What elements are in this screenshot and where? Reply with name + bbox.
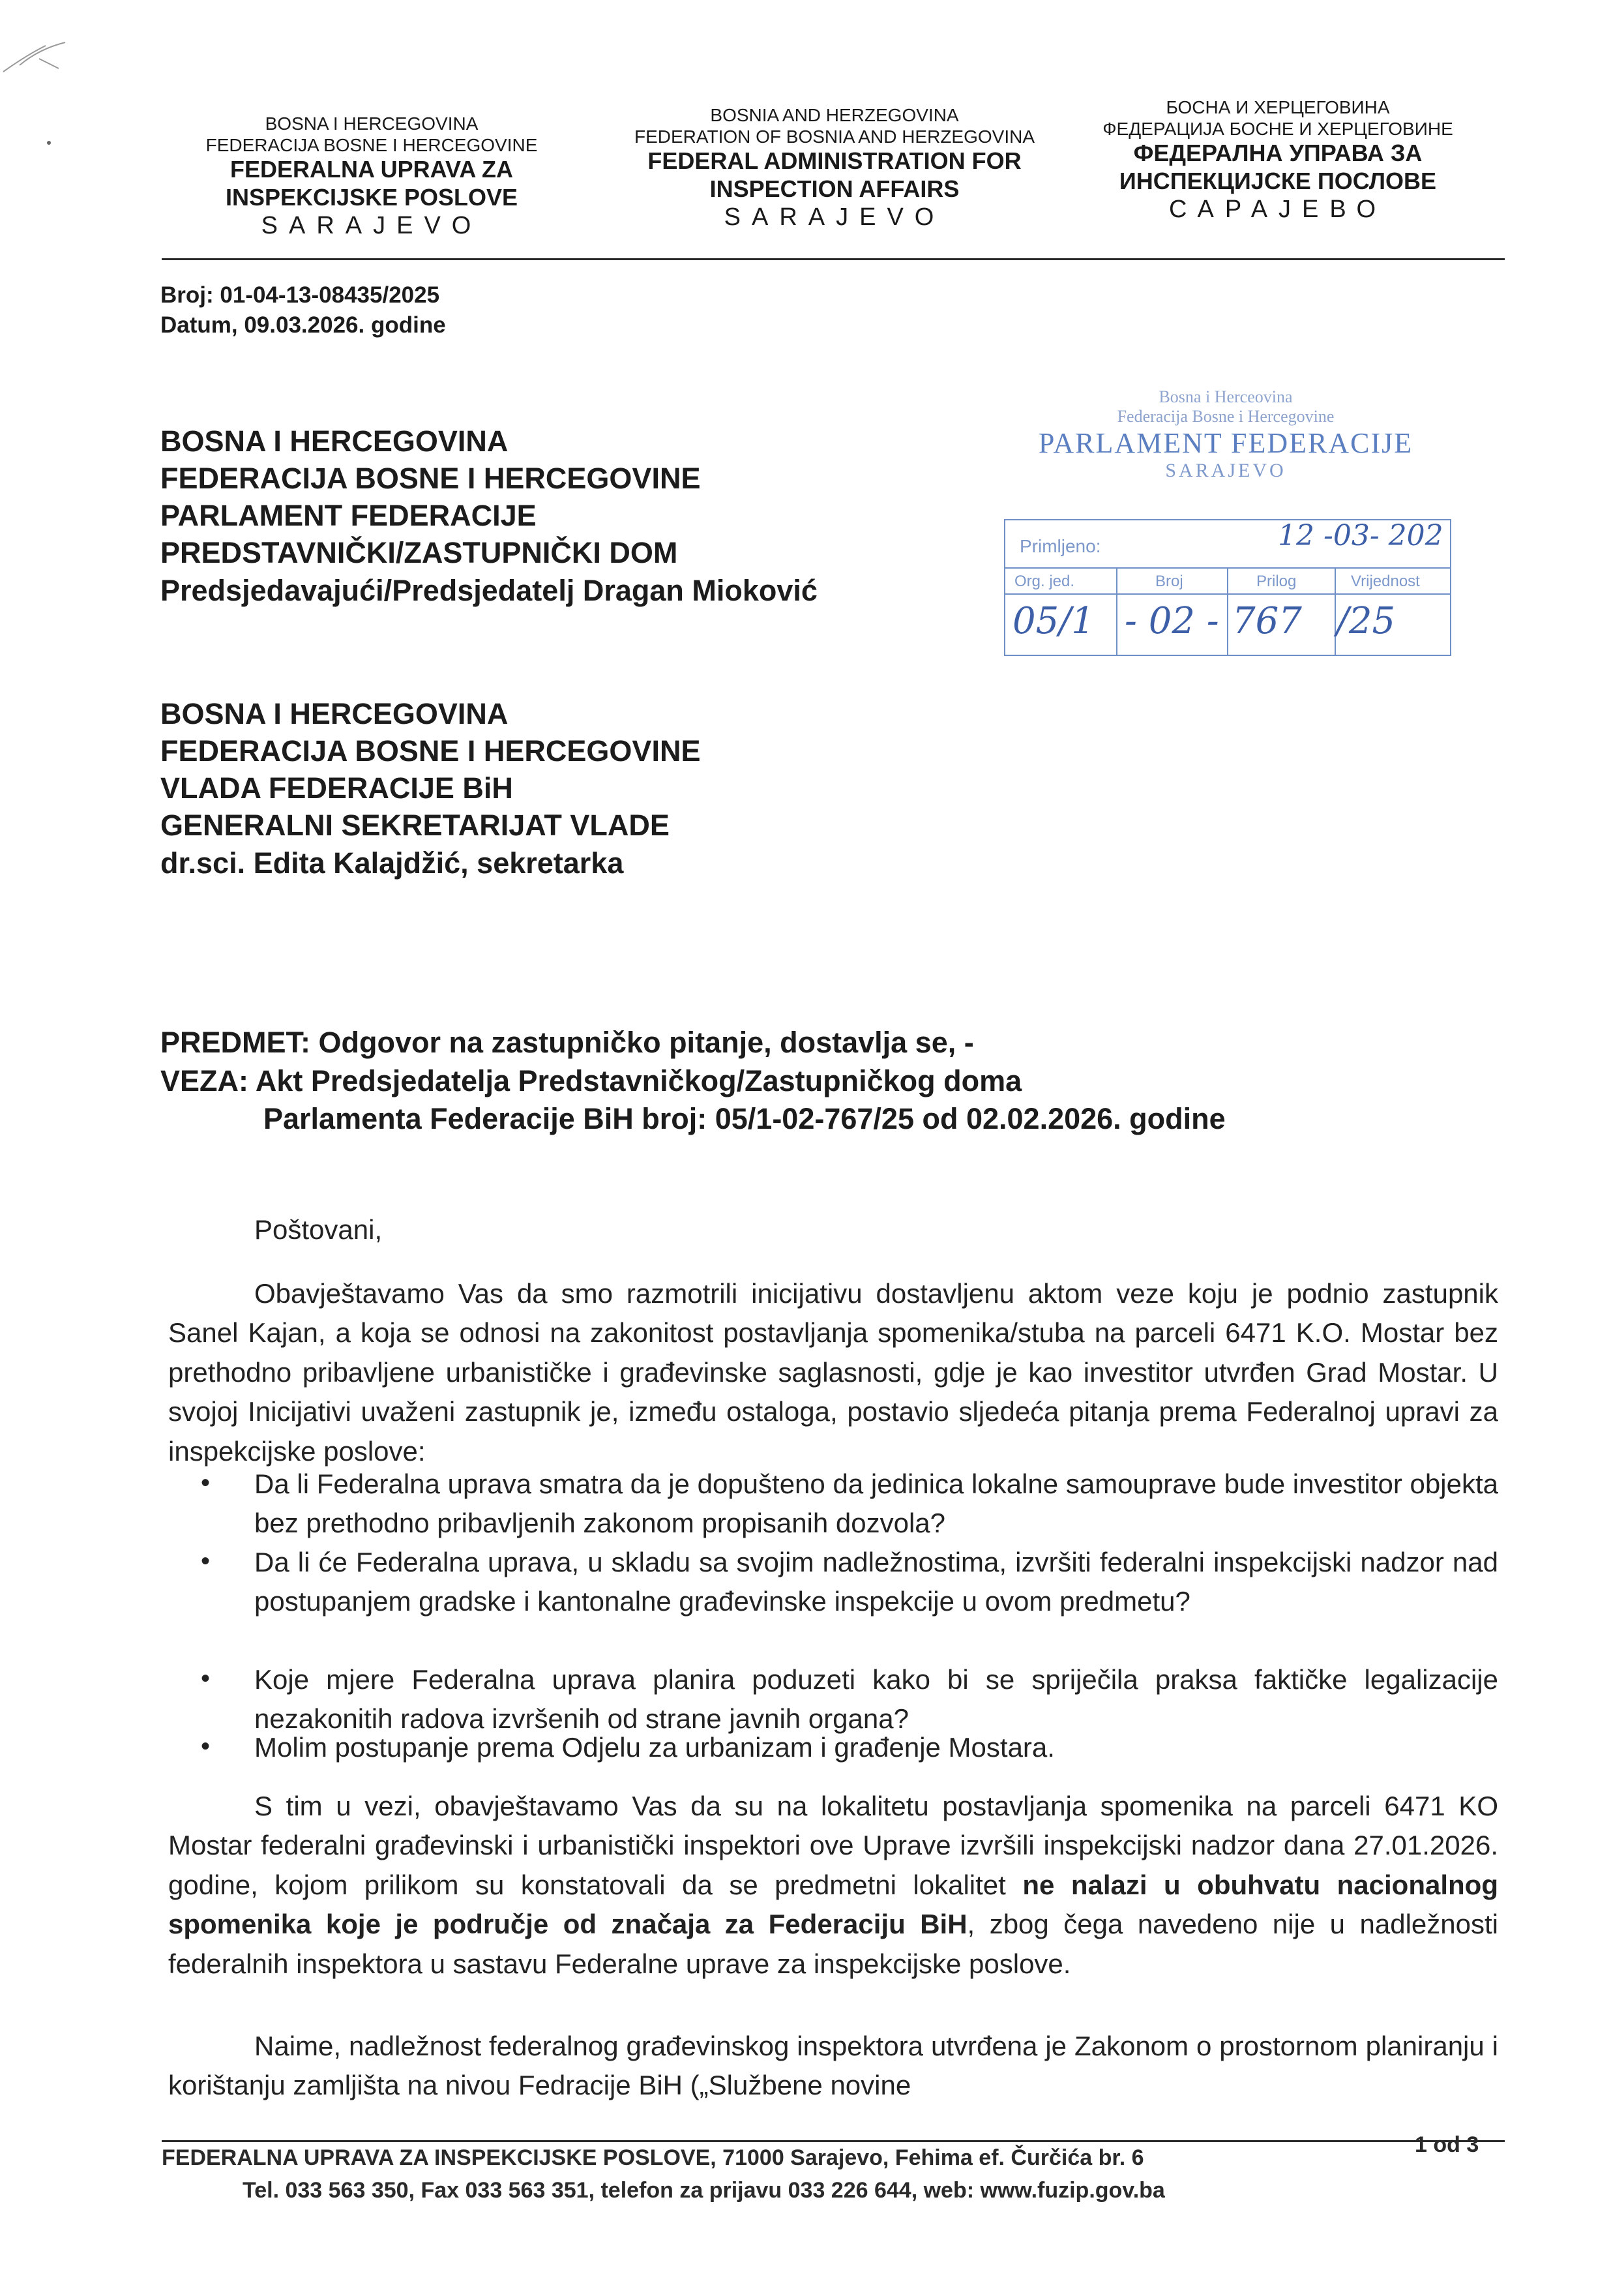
received-stamp: [991, 387, 1460, 482]
document-date: Datum, 09.03.2026. godine: [160, 312, 446, 338]
letterhead-center: [587, 104, 1082, 232]
letterhead-left-line2: FEDERACIJA BOSNE I HERCEGOVINE: [205, 135, 538, 156]
recipient1-line1: BOSNA I HERCEGOVINA: [160, 425, 509, 458]
scan-mark-icon: [0, 20, 85, 91]
subject-predmet: PREDMET: Odgovor na zastupničko pitanje, dostavlja se, -: [160, 1026, 974, 1059]
recipient2-line3: VLADA FEDERACIJE BiH: [160, 771, 513, 805]
paragraph-2-text-end: , zbog čega navedeno nije u nadležnosti federalnih inspektora u sastavu Federalne uprave za inspekcijske poslove.: [168, 1909, 1498, 1979]
stamp-col-divider: [1335, 567, 1336, 655]
bullet-dot: •: [201, 1547, 211, 1575]
stamp-received-label: Primljeno:: [1020, 536, 1101, 556]
footer-contact: Tel. 033 563 350, Fax 033 563 351, telefon za prijavu 033 226 644, web: www.fuzip.gov.ba: [243, 2178, 1165, 2203]
bullet-text-3: Koje mjere Federalna uprava planira poduzeti kako bi se spriječila praksa faktičke legalizacije nezakonitih radova izvršenih od strane javnih organa?: [254, 1664, 1498, 1735]
recipient1-line5: Predsjedavajući/Predsjedatelj Dragan Mioković: [160, 573, 818, 607]
letterhead-right-line1: БОСНА И ХЕРЦЕГОВИНА: [1166, 97, 1390, 117]
letterhead-center-line5: SARAJEVO: [724, 203, 945, 231]
paragraph-1-text: Obavještavamo Vas da smo razmotrili inicijativu dostavljenu aktom veze koju je podnio zastupnik Sanel Kajan, a koja se odnosi na zakonitost postavljanja spomenika/stuba na parceli 6471 K.O. Mostar bez prethodno pribavljene urbanističke i građevinske saglasnosti, gdje je kao investitor utvrđen Grad Mostar. U svojoj Inicijativi uvaženi zastupnik je, između ostaloga, postavio sljedeća pitanja prema Federalnoj upravi za inspekcijske poslove:: [168, 1278, 1498, 1467]
stamp-val-org: 05/1: [1012, 600, 1095, 642]
stamp-val-broj: - 02 -: [1125, 600, 1219, 642]
recipient1-line4: PREDSTAVNIČKI/ZASTUPNIČKI DOM: [160, 536, 678, 570]
bullet-dot: •: [201, 1469, 211, 1497]
bullet-dot: •: [201, 1664, 211, 1693]
bullet-text-2: Da li će Federalna uprava, u skladu sa svojim nadležnostima, izvršiti federalni inspekcijski nadzor nad postupanjem gradske i kantonalne građevinske inspekcije u ovom predmetu?: [254, 1547, 1498, 1617]
letterhead-right-line2: ФЕДЕРАЦИЈА БОСНЕ И ХЕРЦЕГОВИНЕ: [1102, 119, 1453, 140]
paragraph-3-text: Naime, nadležnost federalnog građevinskog inspektora utvrđena je Zakonom o prostornom planiranju i korištanju zamljišta na nivou Fedracije BiH („Službene novine: [168, 2031, 1498, 2101]
letterhead-right-line3: ФЕДЕРАЛНА УПРАВА ЗА: [1133, 140, 1423, 167]
recipient-parliament: [160, 423, 818, 609]
stamp-received-date: 12 -03- 202: [1278, 519, 1443, 552]
letterhead-center-line2: FEDERATION OF BOSNIA AND HERZEGOVINA: [634, 127, 1035, 147]
letterhead-left-line3: FEDERALNA UPRAVA ZA: [230, 156, 513, 183]
bullet-text-1: Da li Federalna uprava smatra da je dopušteno da jedinica lokalne samouprave bude investitor objekta bez prethodno pribavljenih zakonom propisanih dozvola?: [254, 1469, 1498, 1539]
stamp-col-vrijednost: Vrijednost: [1351, 573, 1420, 590]
letterhead-right: [1069, 97, 1486, 224]
letterhead-center-line3: FEDERAL ADMINISTRATION FOR: [647, 147, 1022, 175]
recipient2-line2: FEDERACIJA BOSNE I HERCEGOVINE: [160, 734, 701, 768]
greeting: Poštovani,: [254, 1214, 383, 1245]
paragraph-3: [168, 2027, 1498, 2106]
subject-veza-continued: Parlamenta Federacije BiH broj: 05/1-02-767/25 od 02.02.2026. godine: [263, 1102, 1226, 1135]
recipient-government: [160, 695, 700, 882]
subject-veza: VEZA: Akt Predsjedatelja Predstavničkog/Zastupničkog doma: [160, 1064, 1022, 1097]
paragraph-2-text-start: S tim u vezi, obavještavamo Vas da su na lokalitetu postavljanja spomenika na parceli 6471 KO Mostar federalni građevinski i urbanistički inspektori ove Uprave izvršili inspekcijski nadzor dana 27.01.2026. godine, kojom prilikom su konstatovali da se predmetni lokalitet: [168, 1791, 1498, 1900]
paragraph-2: [168, 1787, 1498, 1984]
stamp-col-divider: [1227, 567, 1228, 655]
bullet-text-4: Molim postupanje prema Odjelu za urbanizam i građenje Mostara.: [254, 1732, 1055, 1763]
stamp-val-vrijednost: /25: [1337, 600, 1396, 642]
subject-block: [160, 1024, 1226, 1139]
letterhead-center-line4: INSPECTION AFFAIRS: [709, 175, 960, 202]
recipient2-line1: BOSNA I HERCEGOVINA: [160, 697, 509, 730]
paragraph-2-text: [168, 1787, 1498, 1984]
bullet-item-2: [201, 1543, 1498, 1622]
letterhead-right-line5: САРАЈЕВО: [1168, 196, 1387, 223]
stamp-val-prilog: 767: [1232, 600, 1302, 642]
stamp-line3: PARLAMENT FEDERACIJE: [1038, 427, 1413, 459]
paragraph-1: [168, 1274, 1498, 1471]
letterhead-left-line1: BOSNA I HERCEGOVINA: [265, 113, 479, 134]
document-meta: [160, 280, 446, 340]
recipient2-line5: dr.sci. Edita Kalajdžić, sekretarka: [160, 846, 624, 880]
stamp-col-prilog: Prilog: [1256, 573, 1297, 590]
footer-divider: [162, 2140, 1505, 2142]
letterhead-left: [163, 113, 580, 241]
stamp-col-broj: Broj: [1155, 573, 1183, 590]
bullet-item-4: [201, 1728, 1498, 1767]
recipient1-line2: FEDERACIJA BOSNE I HERCEGOVINE: [160, 462, 701, 496]
recipient2-line4: GENERALNI SEKRETARIJAT VLADE: [160, 809, 670, 842]
stamp-col-org: Org. jed.: [1014, 573, 1075, 590]
bullet-dot: •: [201, 1732, 211, 1761]
letterhead-center-line1: BOSNIA AND HERZEGOVINA: [710, 105, 959, 125]
letterhead-right-line4: ИНСПЕКЦИЈСКЕ ПОСЛОВЕ: [1119, 167, 1437, 194]
footer-address: FEDERALNA UPRAVA ZA INSPEKCIJSKE POSLOVE, 71000 Sarajevo, Fehima ef. Čurčića br. 6: [162, 2145, 1144, 2170]
stamp-line1: Bosna i Herceovina: [1159, 387, 1293, 406]
letterhead-divider: [162, 258, 1505, 260]
bullet-item-1: [201, 1465, 1498, 1543]
stamp-line2: Federacija Bosne i Hercegovine: [1117, 407, 1335, 426]
document-number: Broj: 01-04-13-08435/2025: [160, 282, 440, 308]
letterhead-left-line4: INSPEKCIJSKE POSLOVE: [225, 183, 518, 211]
recipient1-line3: PARLAMENT FEDERACIJE: [160, 499, 537, 533]
stamp-line4: SARAJEVO: [1165, 460, 1286, 481]
letterhead-left-line5: SARAJEVO: [261, 212, 482, 239]
paragraph-2-emphasis: ne nalazi u obuhvatu nacionalnog spomenika koje je područje od značaja za Federaciju BiH: [168, 1869, 1498, 1940]
stamp-col-divider: [1116, 567, 1117, 655]
scan-dot: [47, 141, 51, 145]
footer-page-number: 1 od 3: [1415, 2132, 1479, 2157]
bullet-item-3: [201, 1660, 1498, 1739]
